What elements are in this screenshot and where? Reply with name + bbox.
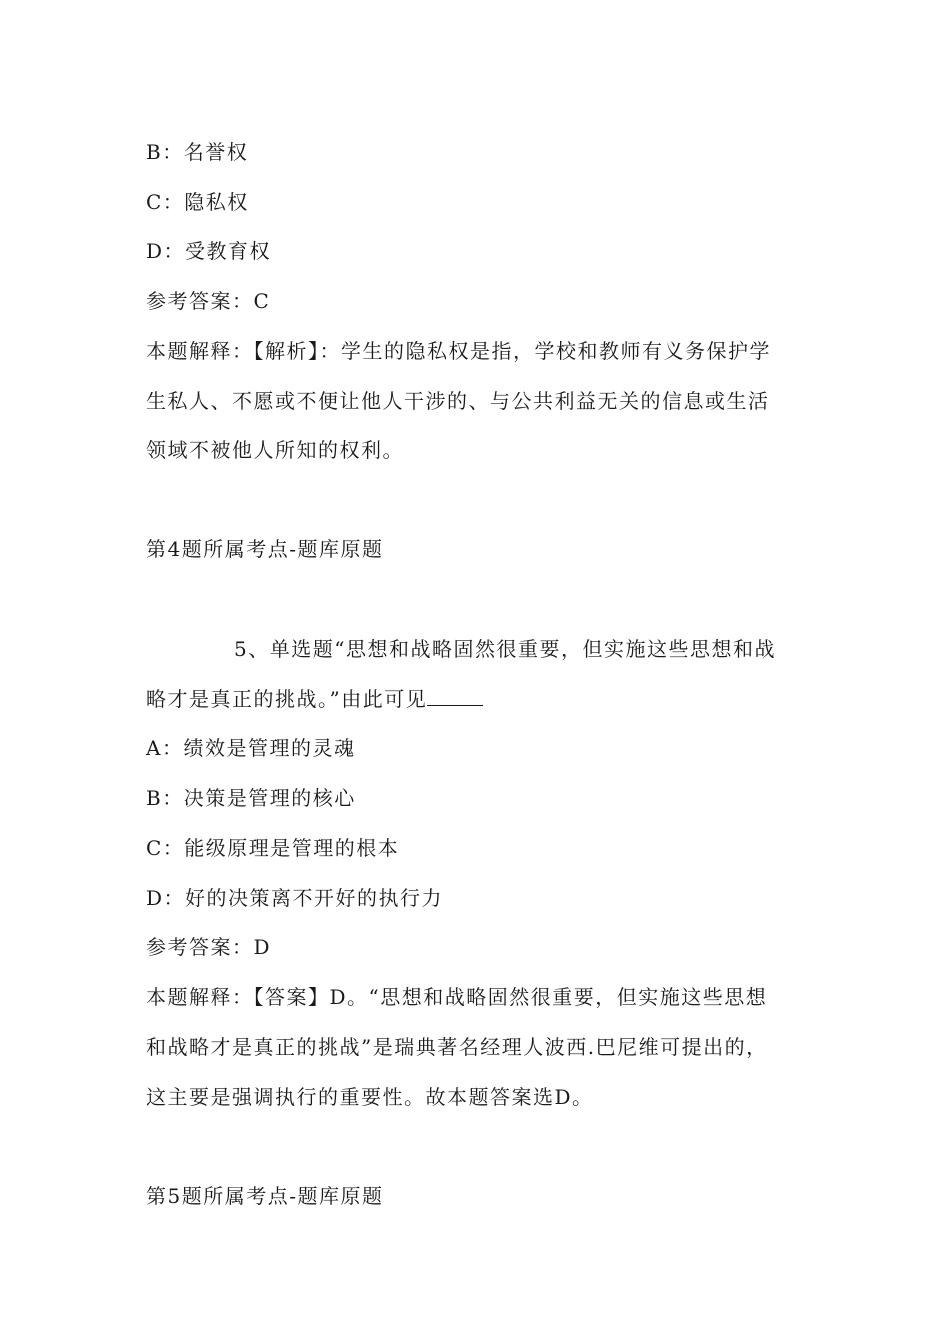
q5-option-d: D：好的决策离不开好的执行力 (146, 886, 444, 910)
q5-option-b: B：决策是管理的核心 (146, 786, 356, 810)
q4-option-b: B：名誉权 (146, 140, 249, 164)
q5-stem-line1: 5、单选题“思想和战略固然很重要，但实施这些思想和战 (234, 637, 776, 661)
q4-knowledge-point: 第4题所属考点-题库原题 (146, 537, 384, 561)
q5-option-a: A：绩效是管理的灵魂 (146, 736, 356, 760)
q4-answer: 参考答案：C (146, 289, 271, 313)
q5-stem-line2: 略才是真正的挑战。”由此可见 (146, 687, 428, 711)
q4-option-c: C：隐私权 (146, 190, 249, 214)
q5-stem-line2-row (146, 687, 483, 711)
q5-explanation-line1: 本题解释：【答案】D。“思想和战略固然很重要，但实施这些思想 (146, 985, 768, 1009)
q4-option-d: D：受教育权 (146, 239, 272, 263)
q5-option-c: C：能级原理是管理的根本 (146, 836, 400, 860)
q5-knowledge-point: 第5题所属考点-题库原题 (146, 1184, 384, 1208)
q5-answer: 参考答案：D (146, 935, 272, 959)
q4-explanation-line1: 本题解释：【解析】：学生的隐私权是指，学校和教师有义务保护学 (146, 339, 771, 363)
q5-explanation-line3: 这主要是强调执行的重要性。故本题答案选D。 (146, 1085, 594, 1109)
q5-explanation-line2: 和战略才是真正的挑战”是瑞典著名经理人波西.巴尼维可提出的， (146, 1035, 768, 1059)
answer-blank (427, 687, 483, 706)
q4-explanation-line2: 生私人、不愿或不便让他人干涉的、与公共利益无关的信息或生活 (146, 389, 770, 413)
q4-explanation-line3: 领域不被他人所知的权利。 (146, 438, 404, 462)
